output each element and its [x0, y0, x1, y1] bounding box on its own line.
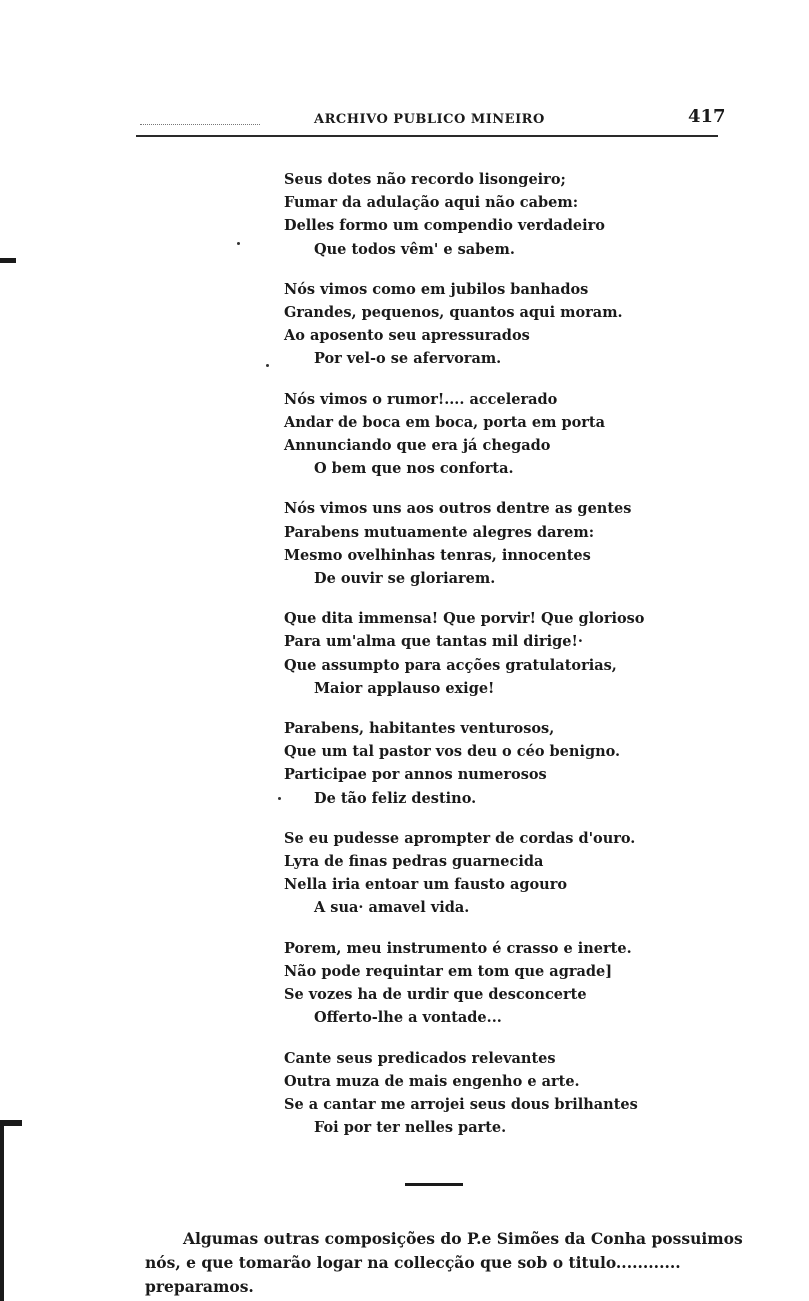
- poem-line: Offerto-lhe a vontade...: [314, 1009, 502, 1027]
- poem-line: Nós vimos o rumor!.... accelerado: [284, 390, 558, 408]
- poem-stanza: [284, 607, 724, 700]
- poem-stanza: [284, 388, 724, 481]
- poem-stanza: [284, 717, 724, 810]
- poem-line: Não pode requintar em tom que agrade]: [284, 962, 613, 980]
- poem-line: Andar de boca em boca, porta em porta: [284, 413, 606, 431]
- poem-line: Fumar da adulação aqui não cabem:: [284, 194, 579, 212]
- poem-line: Mesmo ovelhinhas tenras, innocentes: [284, 546, 591, 564]
- running-header-title: ARCHIVO PUBLICO MINEIRO: [314, 112, 545, 127]
- poem-line: Nós vimos como em jubilos banhados: [284, 280, 589, 298]
- poem-line: Outra muza de mais engenho e arte.: [284, 1072, 580, 1090]
- poem-line: Parabens, habitantes venturosos,: [284, 720, 555, 738]
- poem-line: Participae por annos numerosos: [284, 766, 547, 784]
- poem-line: Parabens mutuamente alegres darem:: [284, 523, 595, 541]
- poem-line: Para um'alma que tantas mil dirige!·: [284, 633, 583, 651]
- poem-line: Que assumpto para acções gratulatorias,: [284, 656, 617, 674]
- scan-edge-mark: [0, 258, 16, 263]
- poem-line: O bem que nos conforta.: [314, 460, 514, 478]
- poem-stanza: [284, 937, 724, 1030]
- header-rule: [136, 135, 718, 137]
- poem-line: Seus dotes não recordo lisongeiro;: [284, 171, 566, 188]
- scan-speck: [237, 242, 240, 245]
- poem-line: Nós vimos uns aos outros dentre as gentes: [284, 500, 632, 518]
- page-number: 417: [688, 106, 726, 127]
- poem-line: Se a cantar me arrojei seus dous brilhantes: [284, 1095, 638, 1113]
- scan-speck: [278, 797, 281, 800]
- poem-line: Se vozes ha de urdir que desconcerte: [284, 986, 587, 1004]
- poem-line: Grandes, pequenos, quantos aqui moram.: [284, 304, 623, 322]
- poem-line: Annunciando que era já chegado: [284, 437, 551, 455]
- prose-paragraph: Algumas outras composições do P.e Simões da Conha possuimos nós, e que tomarão logar na collecção que sob o titulo............ preparamos.: [145, 1229, 743, 1296]
- scan-edge-bar: [0, 1120, 4, 1301]
- poem-line: Delles formo um compendio verdadeiro: [284, 217, 605, 235]
- poem-line: De ouvir se gloriarem.: [314, 570, 496, 588]
- scan-speck: [266, 364, 269, 367]
- poem-line: Lyra de finas pedras guarnecida: [284, 853, 544, 871]
- poem-line: A sua· amavel vida.: [314, 899, 470, 917]
- poem: [284, 168, 724, 1156]
- poem-line: Que todos vêm' e sabem.: [314, 240, 515, 258]
- poem-stanza: [284, 278, 724, 371]
- poem-stanza: [284, 827, 724, 920]
- poem-line: Porem, meu instrumento é crasso e inerte.: [284, 939, 632, 957]
- poem-line: Foi por ter nelles parte.: [314, 1119, 507, 1137]
- poem-line: Se eu pudesse aprompter de cordas d'ouro.: [284, 829, 636, 847]
- poem-line: Que um tal pastor vos deu o céo benigno.: [284, 743, 621, 761]
- poem-line: Que dita immensa! Que porvir! Que glorioso: [284, 610, 645, 628]
- poem-stanza: [284, 168, 724, 261]
- poem-line: Nella iria entoar um fausto agouro: [284, 876, 568, 894]
- poem-stanza: [284, 497, 724, 590]
- header-dotted-leader: [140, 124, 260, 125]
- poem-line: Ao aposento seu apressurados: [284, 327, 530, 345]
- section-divider: [405, 1183, 463, 1186]
- poem-line: Por vel-o se afervoram.: [314, 350, 502, 368]
- poem-line: Cante seus predicados relevantes: [284, 1049, 556, 1067]
- poem-line: Maior applauso exige!: [314, 679, 495, 697]
- poem-line: De tão feliz destino.: [314, 789, 477, 807]
- poem-stanza: [284, 1047, 724, 1140]
